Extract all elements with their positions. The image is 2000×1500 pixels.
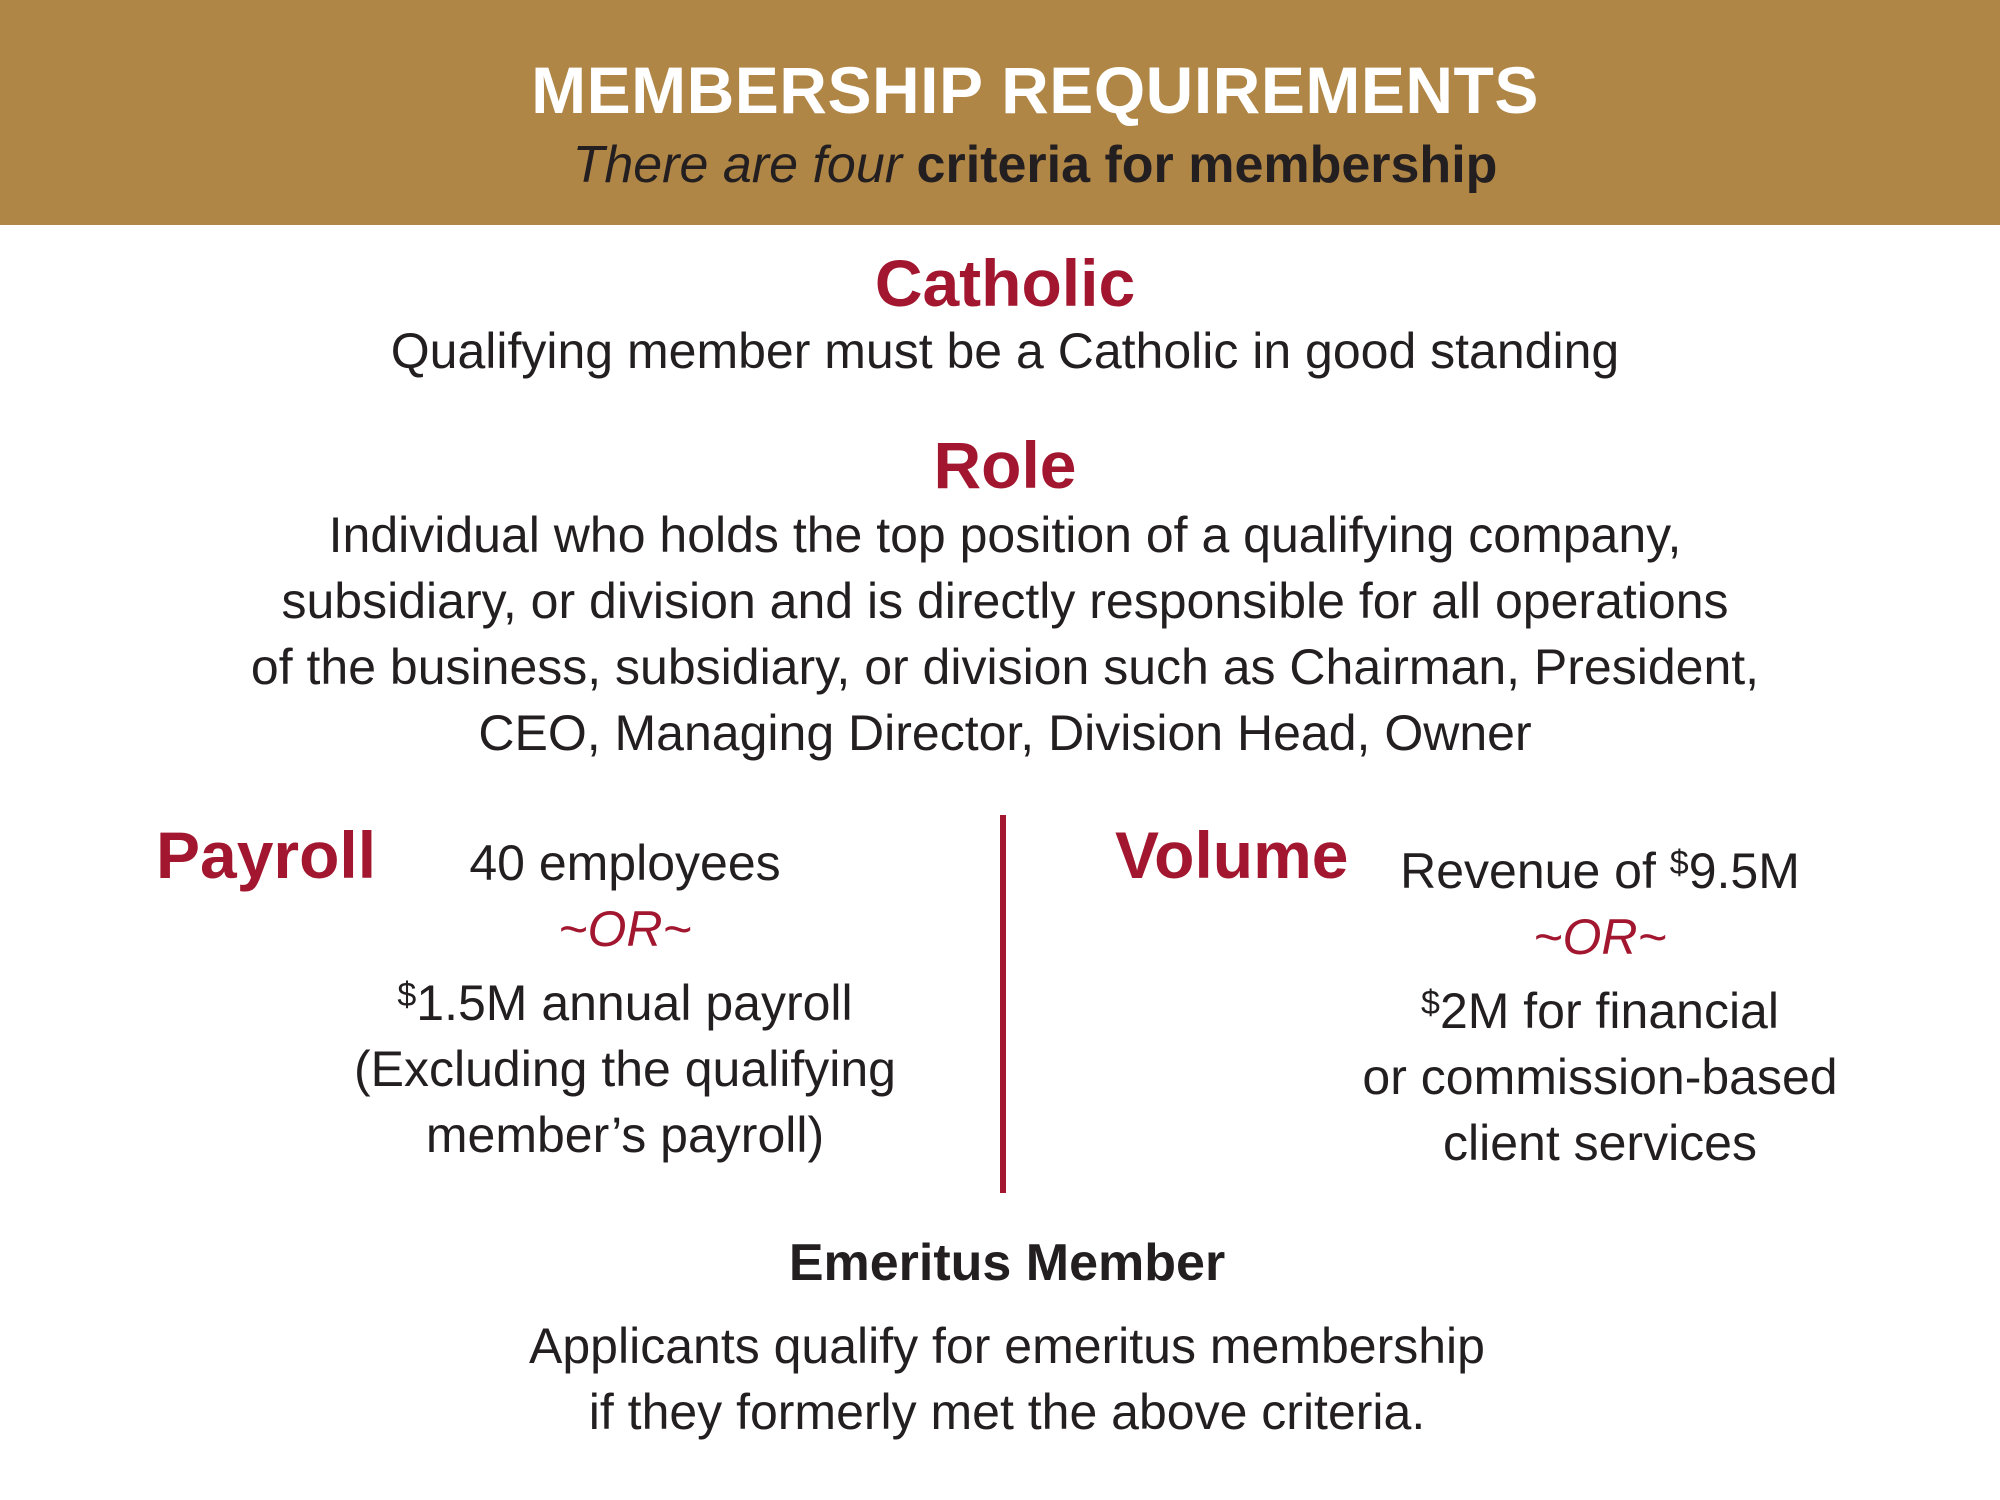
page-title: MEMBERSHIP REQUIREMENTS: [531, 53, 1539, 127]
emeritus-heading: Emeritus Member: [788, 1234, 1226, 1292]
payroll-amount: [300, 962, 950, 1036]
role-line-4: CEO, Managing Director, Division Head, Owner: [478, 705, 1532, 761]
volume-or: ~OR~: [1533, 909, 1667, 965]
header-banner: [0, 0, 2000, 225]
emeritus-line-1: Applicants qualify for emeritus membership: [529, 1318, 1485, 1374]
emeritus-line-2: if they formerly met the above criteria.: [588, 1384, 1426, 1440]
volume-revenue-pre: Revenue of: [1400, 843, 1670, 899]
volume-client-services: client services: [1443, 1115, 1757, 1171]
volume-commission: or commission-based: [1362, 1049, 1838, 1105]
role-line-1: Individual who holds the top position of a qualifying company,: [328, 507, 1682, 563]
subtitle-bold: criteria for membership: [916, 136, 1498, 194]
payroll-or: ~OR~: [558, 901, 692, 957]
volume-financial-text: 2M for financial: [1439, 983, 1779, 1039]
payroll-text: [300, 830, 950, 1168]
payroll-exclusion-2: member’s payroll): [425, 1107, 825, 1163]
role-line-2: subsidiary, or division and is directly responsible for all operations: [281, 573, 1729, 629]
payroll-exclusion-1: (Excluding the qualifying: [354, 1041, 896, 1097]
role-text: [0, 502, 2000, 766]
volume-heading: Volume: [1115, 818, 1349, 892]
volume-revenue-amount: 9.5M: [1688, 843, 1800, 899]
volume-financial: [1300, 970, 1900, 1044]
payroll-employees: 40 employees: [469, 835, 781, 891]
volume-dollar-sign-1: $: [1669, 844, 1689, 882]
volume-dollar-sign-2: $: [1421, 984, 1440, 1022]
volume-revenue: [1300, 830, 1900, 904]
payroll-dollar-sign: $: [397, 976, 417, 1014]
payroll-amount-text: 1.5M annual payroll: [416, 975, 853, 1031]
role-line-3: of the business, subsidiary, or division such as Chairman, President,: [250, 639, 1760, 695]
emeritus-text: [0, 1313, 2000, 1445]
catholic-heading: Catholic: [874, 246, 1136, 320]
page-subtitle: [0, 130, 2000, 200]
payroll-heading: Payroll: [156, 818, 377, 892]
volume-text: [1300, 830, 1900, 1176]
subtitle-italic-1: There are: [572, 136, 799, 194]
column-divider: [1000, 815, 1006, 1193]
role-heading: Role: [933, 428, 1077, 502]
catholic-text: Qualifying member must be a Catholic in good standing: [390, 323, 1620, 379]
subtitle-italic-2: four: [812, 136, 903, 194]
